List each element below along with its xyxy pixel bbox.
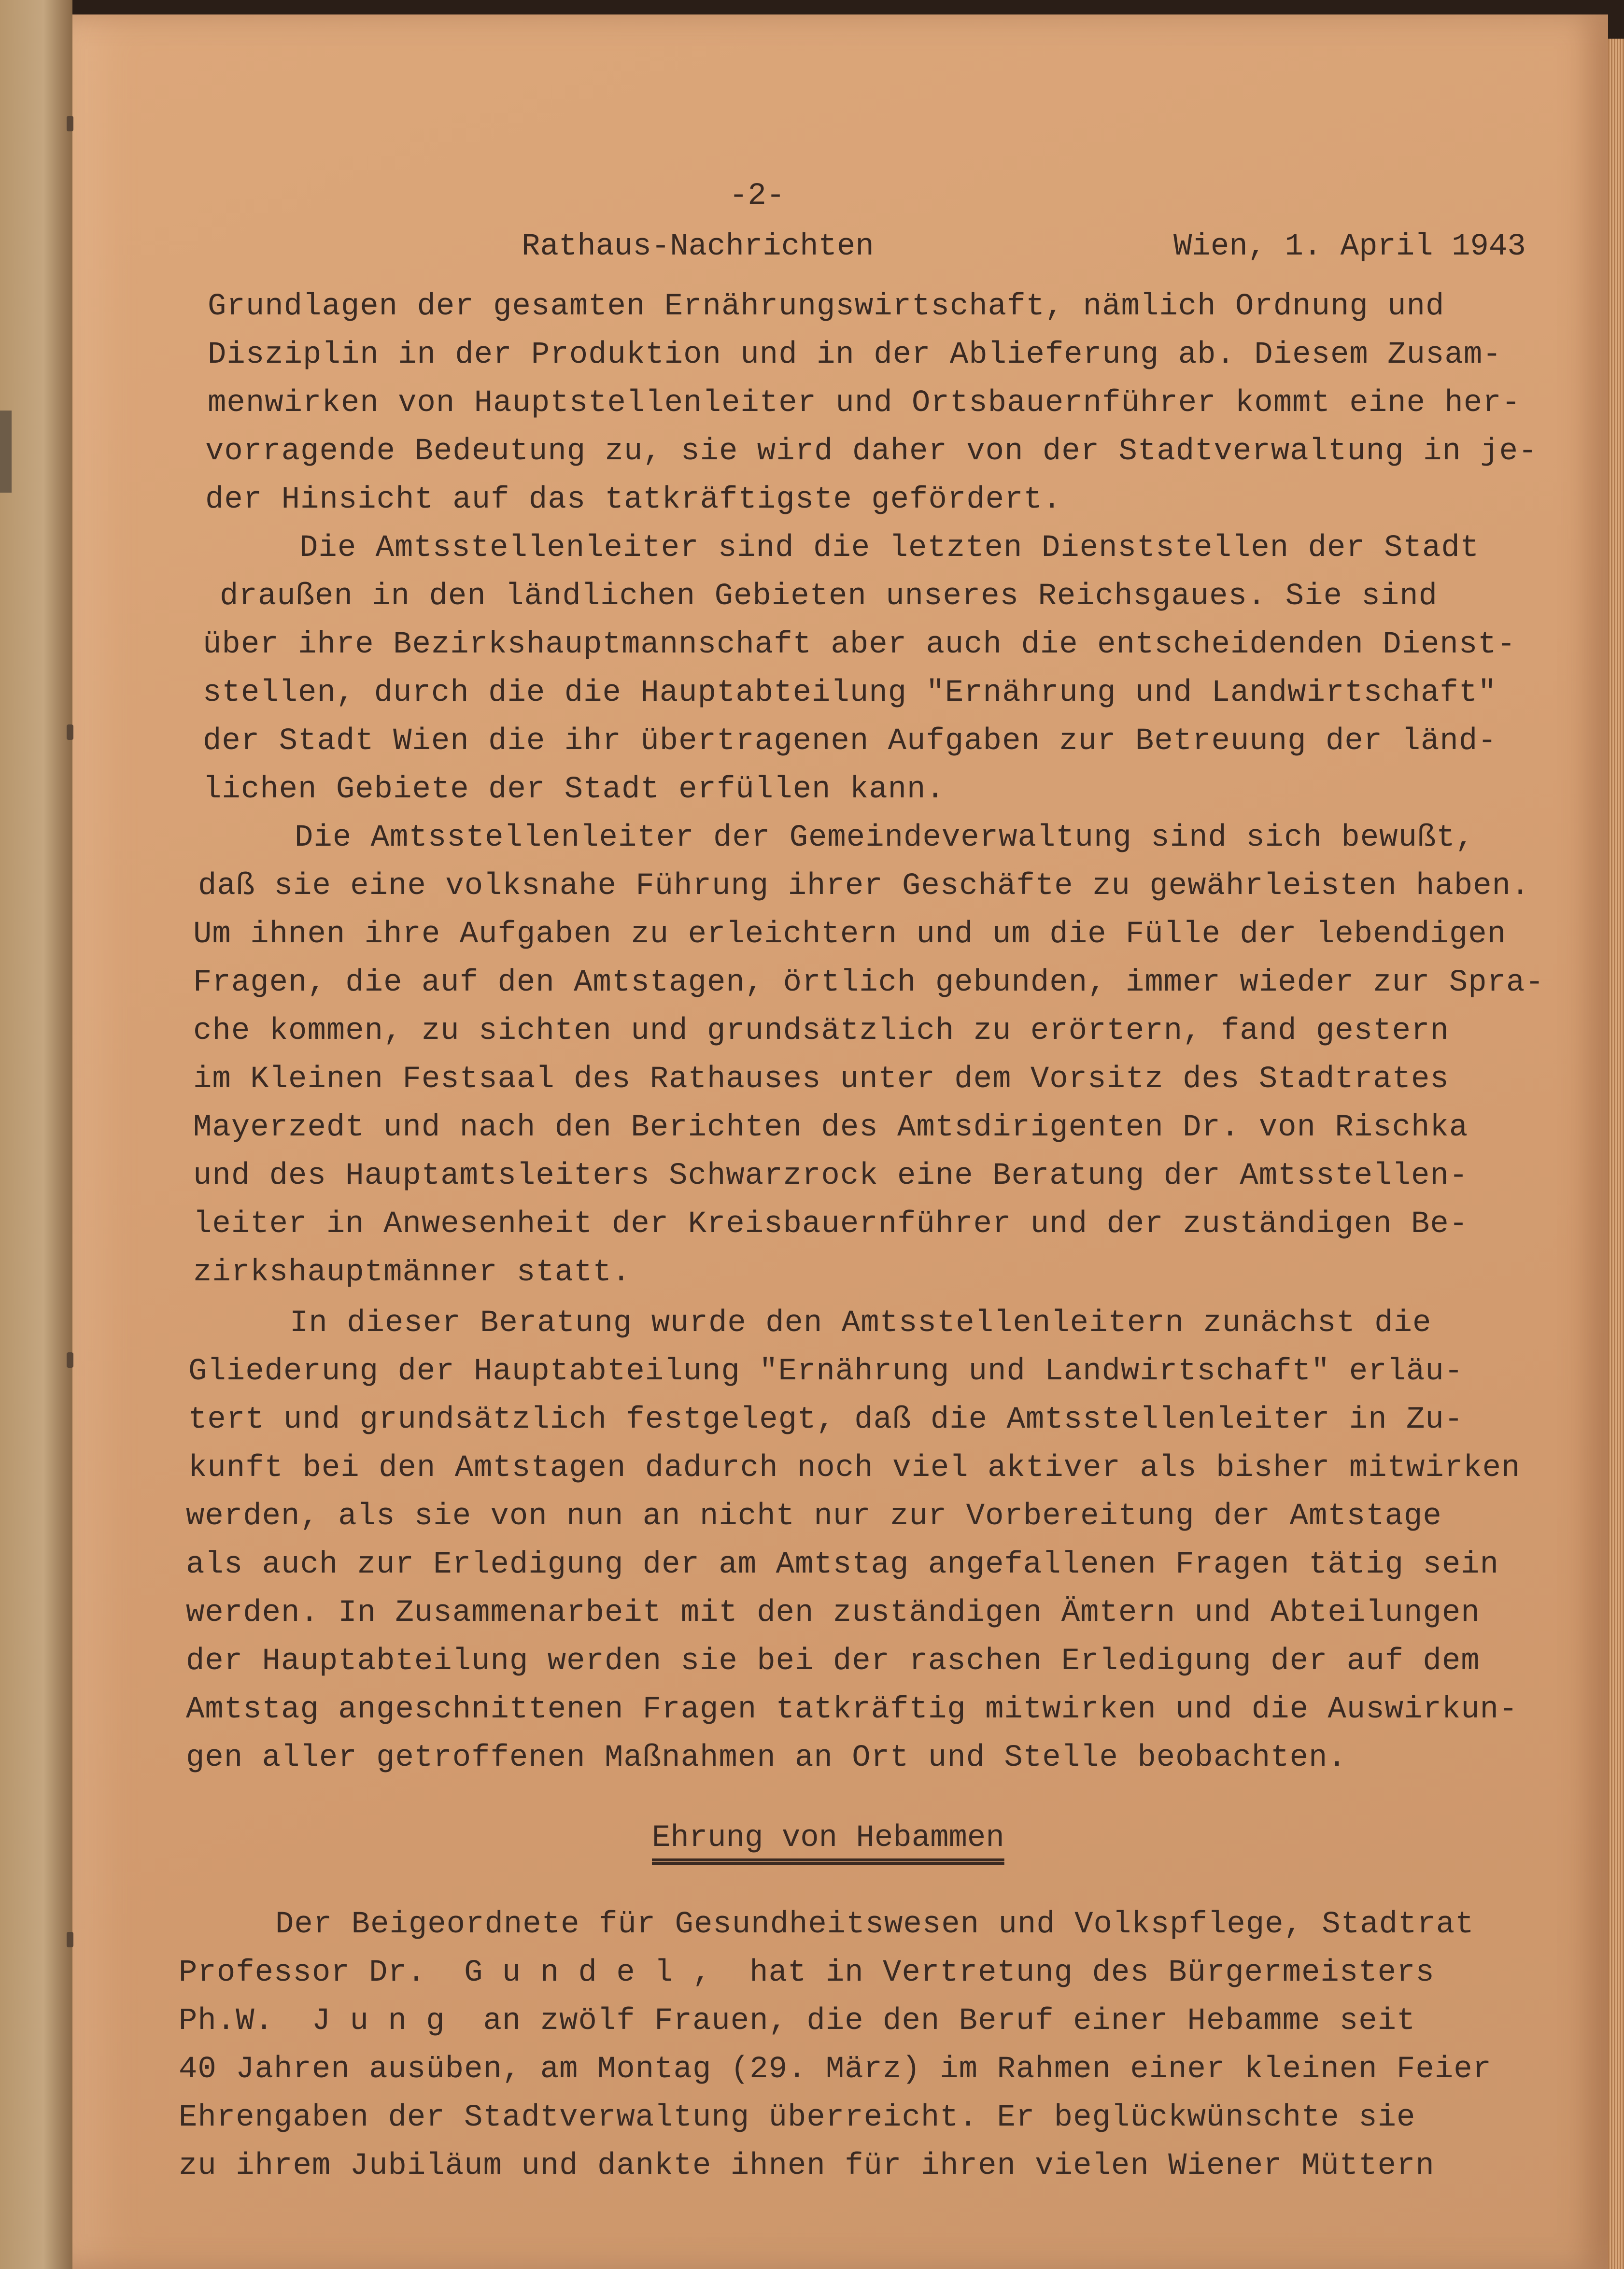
text-line: und des Hauptamtsleiters Schwarzrock eine Beratung der Amtsstellen- — [193, 1159, 1469, 1193]
text-line: im Kleinen Festsaal des Rathauses unter dem Vorsitz des Stadtrates — [193, 1062, 1449, 1097]
previous-page-edge — [0, 0, 72, 2269]
text-line: Ph.W. J u n g an zwölf Frauen, die den Beruf einer Hebamme seit — [179, 2004, 1416, 2039]
binding-stitch — [67, 724, 73, 740]
text-line: über ihre Bezirkshauptmannschaft aber auch die entscheidenden Dienst- — [203, 627, 1516, 662]
text-line: Der Beigeordnete für Gesundheitswesen und Volkspflege, Stadtrat — [275, 1907, 1474, 1942]
text-line: Fragen, die auf den Amtstagen, örtlich gebunden, immer wieder zur Spra- — [193, 965, 1544, 1000]
text-line: draußen in den ländlichen Gebieten unseres Reichsgaues. Sie sind — [220, 579, 1438, 614]
text-line: Disziplin in der Produktion und in der Ablieferung ab. Diesem Zusam- — [208, 338, 1502, 372]
text-line: stellen, durch die die Hauptabteilung "Ernährung und Landwirtschaft" — [203, 676, 1497, 710]
section-heading: Ehrung von Hebammen — [652, 1821, 1004, 1856]
text-line: zu ihrem Jubiläum und dankte ihnen für ihren vielen Wiener Müttern — [179, 2149, 1435, 2184]
text-line: lichen Gebiete der Stadt erfüllen kann. — [203, 772, 945, 807]
text-line: Gliederung der Hauptabteilung "Ernährung und Landwirtschaft" erläu- — [188, 1354, 1464, 1389]
text-line: der Stadt Wien die ihr übertragenen Aufgaben zur Betreuung der länd- — [203, 724, 1497, 759]
text-line: werden, als sie von nun an nicht nur zur Vorbereitung der Amtstage — [186, 1499, 1442, 1534]
text-line: daß sie eine volksnahe Führung ihrer Geschäfte zu gewährleisten haben. — [198, 869, 1530, 904]
binding-mark — [0, 411, 12, 493]
text-line: Um ihnen ihre Aufgaben zu erleichtern und um die Fülle der lebendigen — [193, 917, 1507, 952]
binding-stitch — [67, 1352, 73, 1368]
stacked-page-edges — [1608, 39, 1624, 2269]
text-line: der Hauptabteilung werden sie bei der raschen Erledigung der auf dem — [186, 1644, 1480, 1679]
text-line: Professor Dr. G u n d e l , hat in Vertretung des Bürgermeisters — [179, 1956, 1435, 1990]
text-line: der Hinsicht auf das tatkräftigste gefördert. — [205, 482, 1062, 517]
text-line: Die Amtsstellenleiter der Gemeindeverwaltung sind sich bewußt, — [295, 821, 1475, 855]
binding-stitch — [67, 1932, 73, 1947]
text-line: zirkshauptmänner statt. — [193, 1255, 631, 1290]
text-line: gen aller getroffenen Maßnahmen an Ort und Stelle beobachten. — [186, 1741, 1347, 1775]
text-line: Amtstag angeschnittenen Fragen tatkräftig mitwirken und die Auswirkun- — [186, 1692, 1518, 1727]
text-line: werden. In Zusammenarbeit mit den zuständigen Ämtern und Abteilungen — [186, 1596, 1480, 1631]
text-line: vorragende Bedeutung zu, sie wird daher von der Stadtverwaltung in je- — [205, 434, 1538, 469]
text-line: als auch zur Erledigung der am Amtstag angefallenen Fragen tätig sein — [186, 1547, 1499, 1582]
text-line: che kommen, zu sichten und grundsätzlich zu erörtern, fand gestern — [193, 1014, 1449, 1049]
text-line: Mayerzedt und nach den Berichten des Amtsdirigenten Dr. von Rischka — [193, 1110, 1469, 1145]
text-line: Die Amtsstellenleiter sind die letzten Dienststellen der Stadt — [299, 531, 1480, 566]
text-line: kunft bei den Amtstagen dadurch noch viel aktiver als bisher mitwirken — [188, 1451, 1521, 1486]
binding-stitch — [67, 116, 73, 131]
text-line: Grundlagen der gesamten Ernährungswirtschaft, nämlich Ordnung und — [208, 289, 1445, 324]
text-line: 40 Jahren ausüben, am Montag (29. März) im Rahmen einer kleinen Feier — [179, 2052, 1492, 2087]
text-line: tert und grundsätzlich festgelegt, daß die Amtsstellenleiter in Zu- — [188, 1403, 1464, 1437]
publication-date: Wien, 1. April 1943 — [1173, 229, 1526, 264]
text-line: leiter in Anwesenheit der Kreisbauernführer und der zuständigen Be- — [193, 1207, 1469, 1242]
text-line: menwirken von Hauptstellenleiter und Ortsbauernführer kommt eine her- — [208, 386, 1521, 421]
text-line: In dieser Beratung wurde den Amtsstellenleitern zunächst die — [290, 1306, 1432, 1341]
publication-title: Rathaus-Nachrichten — [522, 229, 874, 264]
text-line: Ehrengaben der Stadtverwaltung überreicht. Er beglückwünschte sie — [179, 2100, 1416, 2135]
page-number: -2- — [729, 179, 785, 213]
